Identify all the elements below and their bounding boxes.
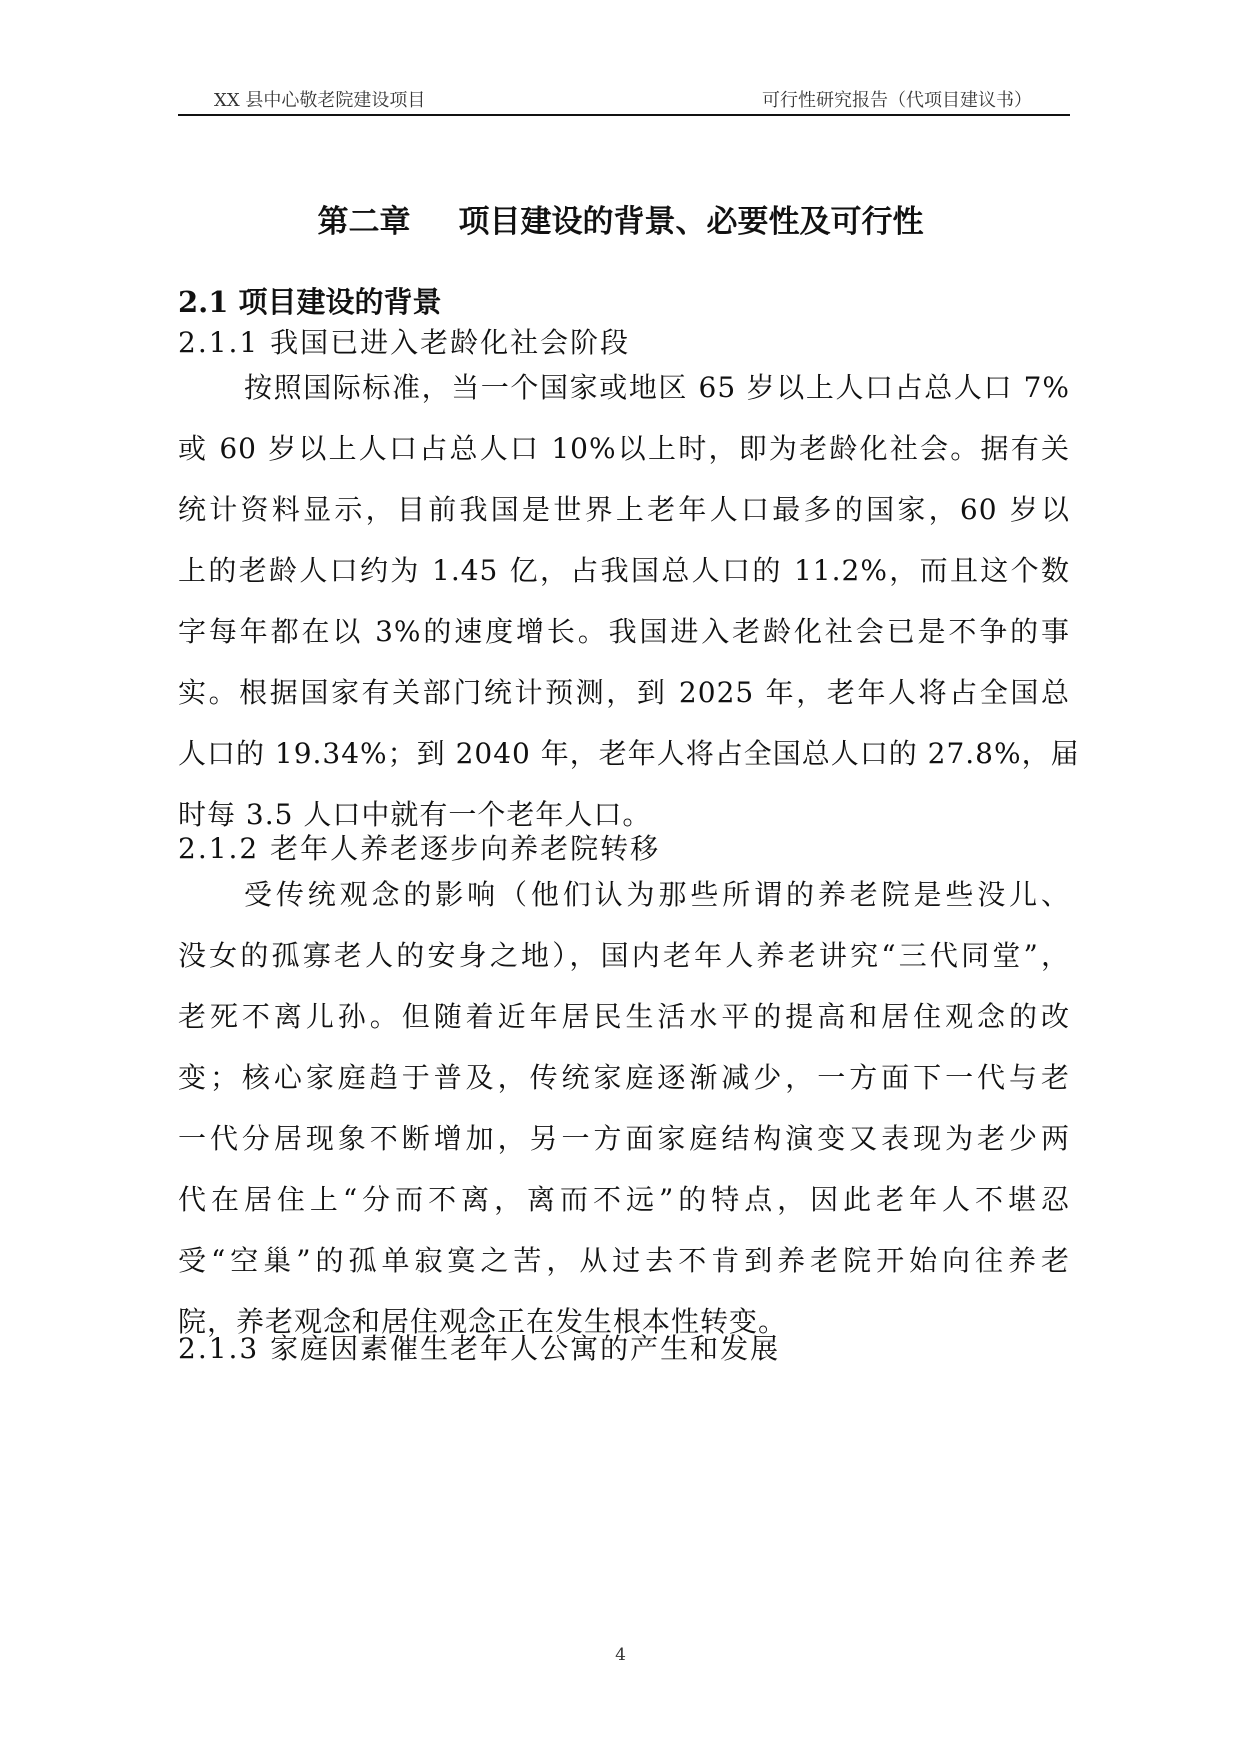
chapter-title	[0, 196, 1241, 241]
paragraph-line: 按照国际标准，当一个国家或地区 65 岁以上人口占总人口 7%	[244, 371, 1070, 404]
paragraph-line: 时每 3.5 人口中就有一个老年人口。	[178, 798, 652, 831]
paragraph-line: 变；核心家庭趋于普及，传统家庭逐渐减少，一方面下一代与老	[178, 1061, 1070, 1094]
paragraph-line: 上的老龄人口约为 1.45 亿，占我国总人口的 11.2%，而且这个数	[178, 554, 1070, 587]
paragraph-line: 或 60 岁以上人口占总人口 10%以上时，即为老龄化社会。据有关	[178, 432, 1070, 465]
page-number: 4	[615, 1645, 626, 1665]
paragraph-line: 受“空巢”的孤单寂寞之苦，从过去不肯到养老院开始向往养老	[178, 1244, 1070, 1277]
header-project-name: XX 县中心敬老院建设项目	[214, 90, 426, 111]
paragraph-line: 统计资料显示，目前我国是世界上老年人口最多的国家，60 岁以	[178, 493, 1070, 526]
subsection-title-2-1-1: 2.1.1 我国已进入老龄化社会阶段	[178, 326, 631, 359]
paragraph-line: 实。根据国家有关部门统计预测，到 2025 年，老年人将占全国总	[178, 676, 1070, 709]
paragraph-line: 院，养老观念和居住观念正在发生根本性转变。	[178, 1305, 788, 1338]
subsection-title-2-1-3: 2.1.3 家庭因素催生老年人公寓的产生和发展	[178, 1332, 781, 1365]
header-rule	[178, 114, 1070, 116]
paragraph-line: 受传统观念的影响（他们认为那些所谓的养老院是些没儿、	[244, 878, 1070, 911]
running-header	[178, 86, 1070, 116]
chapter-number: 第二章	[317, 204, 411, 240]
paragraph-line: 没女的孤寡老人的安身之地），国内老年人养老讲究“三代同堂”，	[178, 939, 1070, 972]
section-title: 2.1 项目建设的背景	[178, 285, 442, 319]
chapter-heading: 项目建设的背景、必要性及可行性	[458, 204, 924, 240]
paragraph-line: 一代分居现象不断增加，另一方面家庭结构演变又表现为老少两	[178, 1122, 1070, 1155]
subsection-title-2-1-2: 2.1.2 老年人养老逐步向养老院转移	[178, 832, 661, 865]
paragraph-line: 老死不离儿孙。但随着近年居民生活水平的提高和居住观念的改	[178, 1000, 1070, 1033]
paragraph-aging-society	[178, 357, 1080, 845]
paragraph-line: 代在居住上“分而不离，离而不远”的特点，因此老年人不堪忍	[178, 1183, 1070, 1216]
paragraph-nursing-home-shift	[178, 864, 1070, 1352]
paragraph-line: 字每年都在以 3%的速度增长。我国进入老龄化社会已是不争的事	[178, 615, 1070, 648]
header-report-type: 可行性研究报告（代项目建议书）	[762, 90, 1032, 111]
paragraph-line: 人口的 19.34%；到 2040 年，老年人将占全国总人口的 27.8%，届	[178, 737, 1080, 770]
